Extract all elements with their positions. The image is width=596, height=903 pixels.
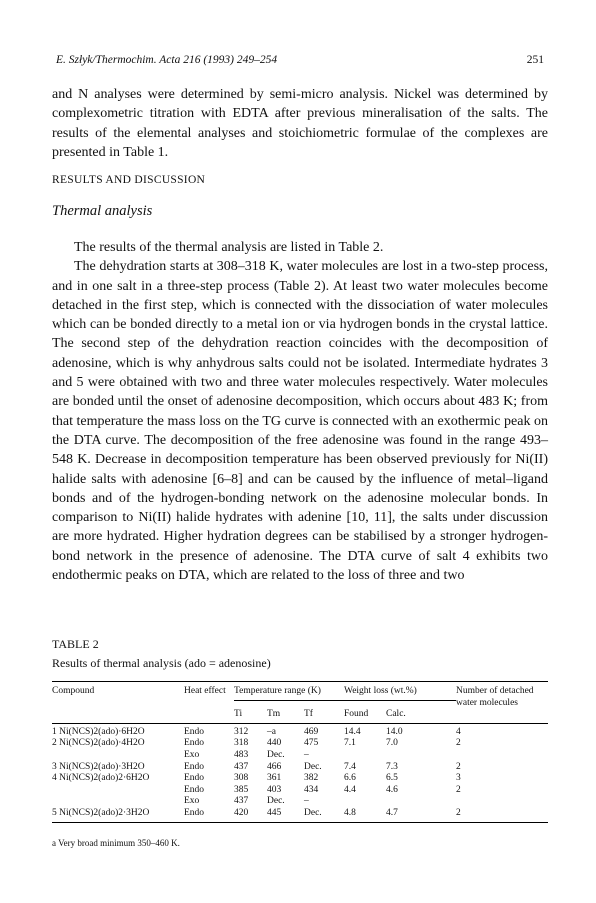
cell-tf: Dec. — [304, 761, 322, 772]
cell-effect: Endo — [184, 726, 205, 737]
cell-n — [456, 796, 548, 808]
cell-calc — [386, 750, 456, 762]
col-weight-loss — [344, 682, 456, 710]
paragraph: The results of the thermal analysis are listed in Table 2. — [74, 240, 384, 255]
cell-calc: 4.6 — [386, 784, 398, 795]
cell-compound: 5 Ni(NCS)2(ado)2·3H2O — [52, 808, 184, 822]
table-row — [52, 773, 548, 785]
table-body — [52, 723, 548, 822]
table-caption: Results of thermal analysis (ado = adenosine) — [52, 656, 271, 670]
cell-n: 2 — [456, 761, 461, 772]
cell-calc: 7.0 — [386, 738, 398, 749]
col-ti: Ti — [234, 709, 267, 723]
table-footnote: a Very broad minimum 350–460 K. — [52, 838, 180, 848]
results-table — [52, 681, 548, 823]
cell-n: 4 — [456, 726, 461, 737]
table-row — [52, 762, 548, 774]
cell-found: 4.8 — [344, 808, 386, 822]
journal-citation: E. Szłyk/Thermochim. Acta 216 (1993) 249–254 — [56, 54, 278, 66]
cell-found — [344, 796, 386, 808]
col-heat-effect: Heat effect — [184, 682, 234, 710]
cell-found: 4.4 — [344, 784, 356, 795]
temp-range-label: Temperature range (K) — [234, 686, 321, 696]
table-row — [52, 796, 548, 808]
cell-effect: Exo — [184, 749, 200, 760]
cell-calc: 4.7 — [386, 808, 456, 822]
cell-compound: 4 Ni(NCS)2(ado)2·6H2O — [52, 773, 150, 784]
table-label: TABLE 2 — [52, 637, 99, 651]
cell-effect: Endo — [184, 784, 205, 795]
cell-found: 7.4 — [344, 761, 356, 772]
cell-tm: 440 — [267, 738, 282, 749]
cell-ti: 312 — [234, 726, 249, 737]
table-row — [52, 738, 548, 750]
cell-calc: 7.3 — [386, 761, 398, 772]
cell-tf: – — [304, 796, 309, 807]
cell-calc: 14.0 — [386, 726, 403, 737]
cell-tm: –a — [267, 726, 276, 737]
cell-tf: 382 — [304, 773, 319, 784]
cell-tf: 469 — [304, 726, 319, 737]
weight-loss-label: Weight loss (wt.%) — [344, 686, 417, 696]
cell-compound — [52, 785, 184, 797]
cell-tm: 361 — [267, 773, 282, 784]
cell-found — [344, 750, 386, 762]
page-number: 251 — [526, 54, 544, 66]
cell-tf: Dec. — [304, 808, 344, 822]
intro-text: and N analyses were determined by semi-micro analysis. Nickel was determined by complexometric titration with EDTA after previous mineralisation of the salts. The results of the elemental analyses and stoichiometric formulae of the complexes are presented in Table 1. — [52, 87, 548, 160]
cell-ti: 437 — [234, 761, 249, 772]
cell-tm: 445 — [267, 808, 304, 822]
cell-ti: 483 — [234, 749, 249, 760]
cell-n: 2 — [456, 738, 461, 749]
col-calc: Calc. — [386, 709, 456, 723]
header-subrule — [344, 700, 456, 701]
cell-ti: 420 — [234, 808, 267, 822]
cell-ti: 437 — [234, 796, 249, 807]
cell-compound — [52, 750, 184, 762]
cell-n: 3 — [456, 773, 461, 784]
discussion-text — [52, 238, 548, 585]
table-row — [52, 750, 548, 762]
cell-effect: Endo — [184, 773, 205, 784]
cell-found: 7.1 — [344, 738, 356, 749]
cell-compound: 3 Ni(NCS)2(ado)·3H2O — [52, 761, 145, 772]
cell-compound: 1 Ni(NCS)2(ado)·6H2O — [52, 726, 145, 737]
paragraph: The dehydration starts at 308–318 K, water molecules are lost in a two-step process, and in one salt in a three-step process (Table 2). At least two water molecules become detached in the first step, which is connected with the dissociation of water molecules which can be bonded directly to a metal ion or via hydrogen bonds in the crystal lattice. The second step of the dehydration reaction coincides with the decomposition of adenosine, which is why anhydrous salts could not be isolated. Intermediate hydrates 3 and 5 were obtained with two and three water molecules respectively. Water molecules are bonded until the onset of adenosine decomposition, which occurs about 483 K; from that temperature the mass loss on the TG curve is connected with an exothermic peak on the DTA curve. The decomposition of the free adenosine was found in the range 493–548 K. Decrease in decomposition temperature has been observed previously for Ni(II) halide salts with adenosine [6–8] and can be caused by the influence of metal–ligand bonds and of the hydrogen-bonding network on the adenosine molecular bonds. In comparison to Ni(II) halide hydrates with adenine [10, 11], the salts under discussion are more hydrated. Higher hydration degrees can be stabilised by a stronger hydrogen-bond network in the presence of adenosine. The DTA curve of salt 4 exhibits two endothermic peaks on DTA, which are related to the loss of three and two — [52, 259, 548, 584]
table-row — [52, 723, 548, 738]
cell-effect: Endo — [184, 738, 205, 749]
table-row — [52, 808, 548, 822]
cell-compound — [52, 796, 184, 808]
cell-n: 2 — [456, 808, 548, 822]
section-heading: RESULTS AND DISCUSSION — [52, 174, 206, 186]
cell-ti: 318 — [234, 738, 249, 749]
cell-n — [456, 750, 548, 762]
cell-compound: 2 Ni(NCS)2(ado)·4H2O — [52, 738, 145, 749]
cell-tf: 475 — [304, 738, 319, 749]
col-tf: Tf — [304, 709, 344, 723]
cell-tm: 403 — [267, 784, 282, 795]
cell-effect: Exo — [184, 796, 200, 807]
intro-paragraph — [52, 85, 548, 162]
col-detached: Number of detached water molecules — [456, 682, 548, 710]
table-row — [52, 785, 548, 797]
cell-effect: Endo — [184, 808, 234, 822]
cell-n: 2 — [456, 784, 461, 795]
header-subrule — [234, 700, 344, 701]
col-temp-range — [234, 682, 344, 710]
cell-found: 6.6 — [344, 773, 356, 784]
cell-tm: Dec. — [267, 749, 285, 760]
col-tm: Tm — [267, 709, 304, 723]
cell-tf: – — [304, 749, 309, 760]
col-compound: Compound — [52, 682, 184, 710]
cell-calc — [386, 796, 456, 808]
cell-effect: Endo — [184, 761, 205, 772]
cell-calc: 6.5 — [386, 773, 398, 784]
cell-ti: 308 — [234, 773, 249, 784]
cell-ti: 385 — [234, 784, 249, 795]
cell-tf: 434 — [304, 784, 319, 795]
cell-found: 14.4 — [344, 726, 361, 737]
cell-tm: Dec. — [267, 796, 285, 807]
col-found: Found — [344, 709, 386, 723]
subsection-heading: Thermal analysis — [52, 203, 153, 219]
cell-tm: 466 — [267, 761, 282, 772]
